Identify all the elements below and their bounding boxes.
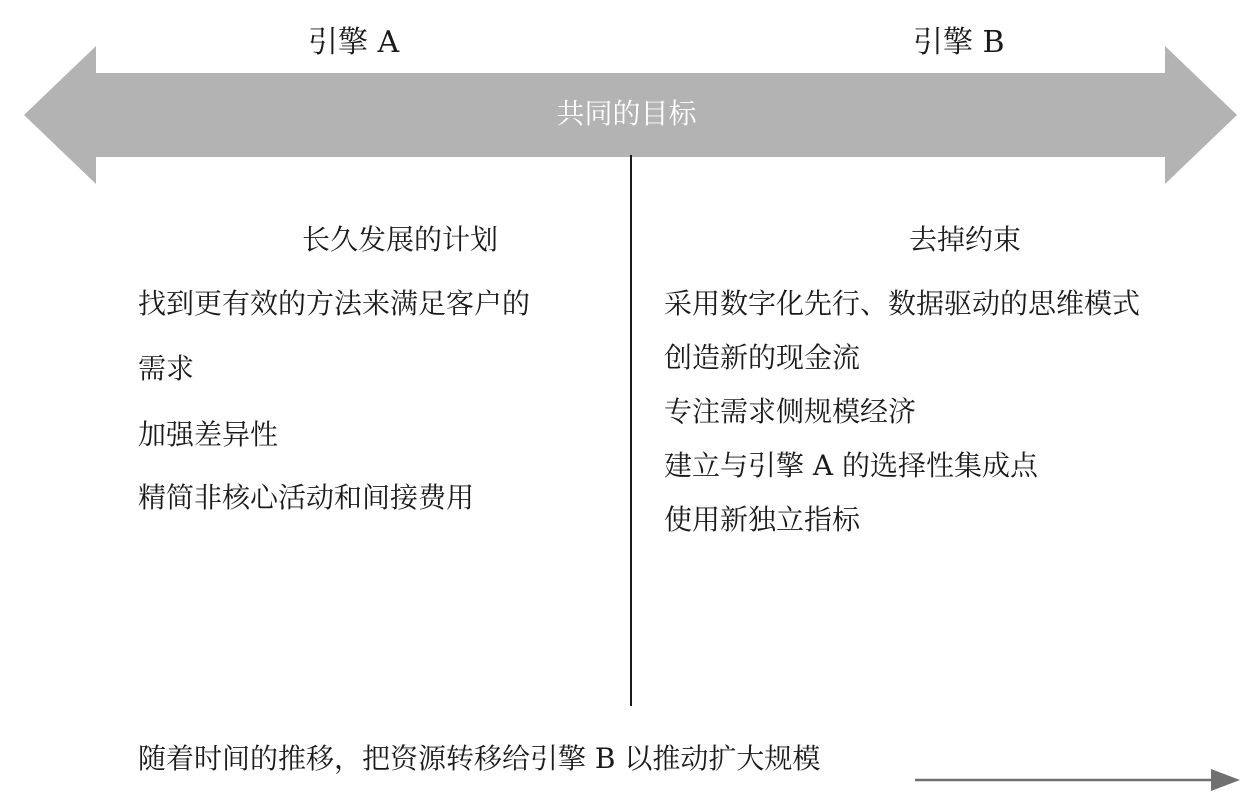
left-column-title: 长久发展的计划 [302, 223, 499, 256]
engine-a-label: 引擎 A [308, 25, 400, 60]
common-goal-label: 共同的目标 [556, 97, 697, 130]
footer-caption: 随着时间的推移，把资源转移给引擎 B 以推动扩大规模 [138, 742, 821, 775]
right-column-title: 去掉约束 [909, 223, 1022, 256]
right-list-item: 创造新的现金流 [664, 341, 861, 374]
right-list-item: 采用数字化先行、数据驱动的思维模式 [664, 287, 1141, 320]
engine-b-label: 引擎 B [913, 25, 1005, 60]
column-divider [630, 155, 632, 706]
right-list-item: 使用新独立指标 [664, 503, 861, 536]
left-list-item: 加强差异性 [138, 418, 279, 451]
time-arrow-icon [915, 766, 1245, 796]
left-list-item: 精简非核心活动和间接费用 [138, 481, 475, 514]
left-list-item: 找到更有效的方法来满足客户的 [138, 287, 531, 320]
left-list-item: 需求 [138, 352, 195, 385]
right-list-item: 建立与引擎 A 的选择性集成点 [664, 449, 1039, 482]
right-list-item: 专注需求侧规模经济 [664, 395, 917, 428]
